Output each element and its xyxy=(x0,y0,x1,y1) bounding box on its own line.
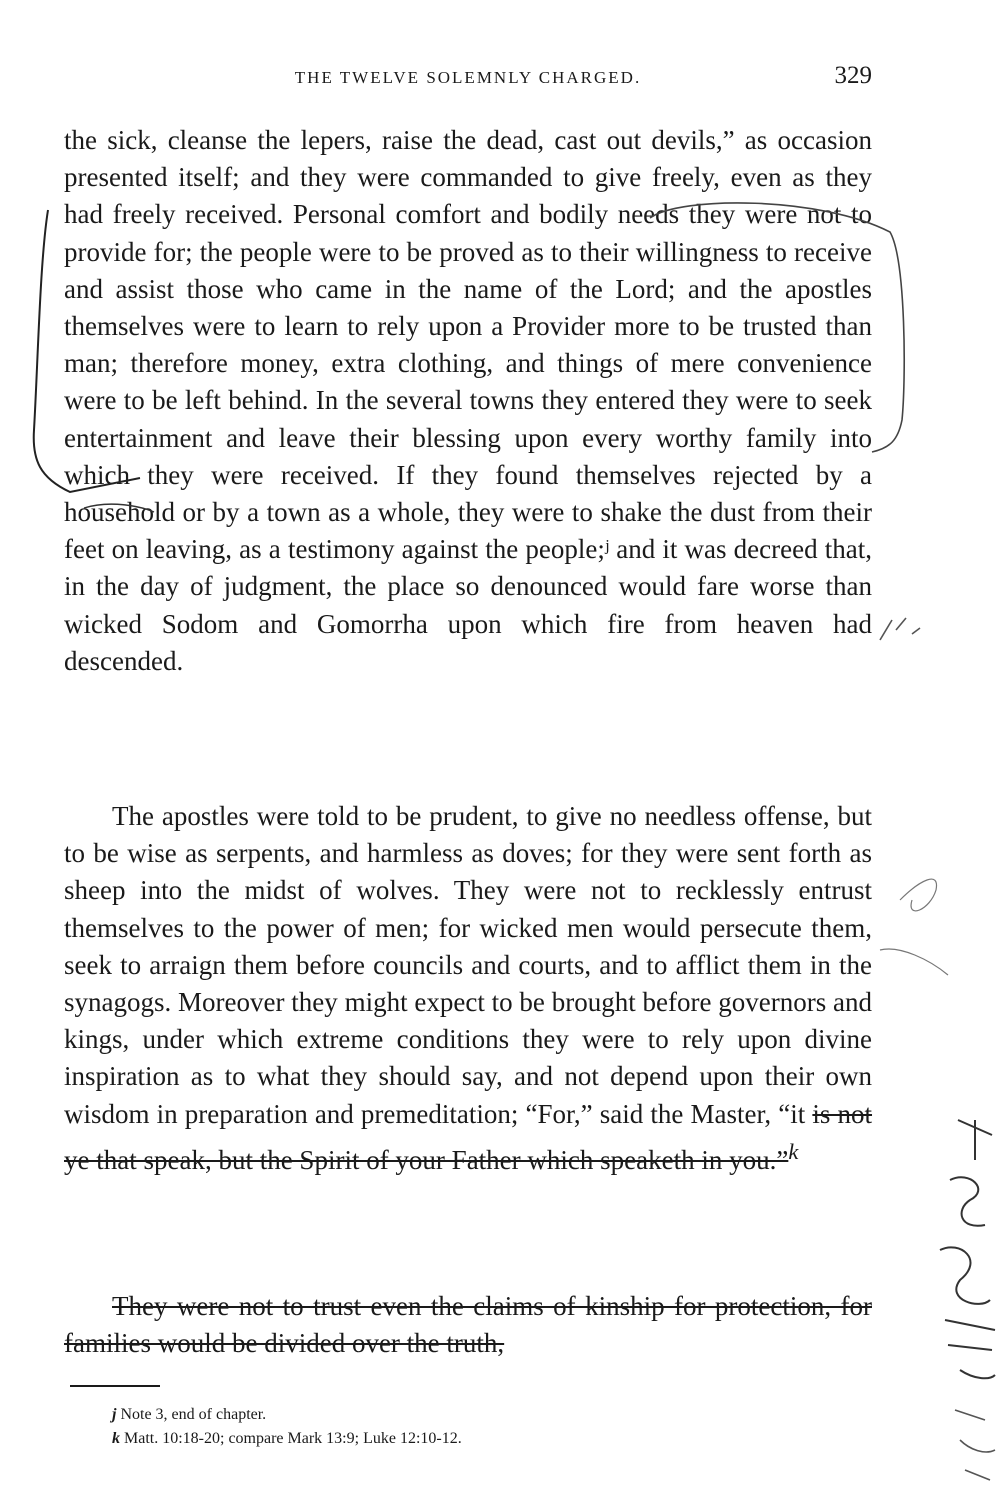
footnote-ref-k: k xyxy=(788,1138,799,1164)
paragraph-2-text: The apostles were told to be prudent, to give no needless offense, but to be wise as serpents, and harmless as doves; for they were sent forth as sheep into the midst of wolves. They were not to recklessly entrust themselves to the power of men; for wicked men would persecute them, seek to arraign them before councils and courts, and to afflict them in the synagogs. Moreover they might expect to be brought before governors and kings, under which extreme conditions they were to rely upon divine inspiration as to what they should say, and not depend upon their own wisdom in preparation and premeditation; “For,” said the Master, “it xyxy=(64,801,872,1129)
footnote-text: Matt. 10:18-20; compare Mark 13:9; Luke 12:10-12. xyxy=(124,1430,462,1447)
paragraph-1: the sick, cleanse the lepers, raise the dead, cast out devils,” as occasion presented itself; and they were commanded to give freely, even as they had freely received. Personal comfort and bodily needs they were not to provide for; the people were to be proved as to their willingness to receive and assist those who came in the name of the Lord; and the apostles themselves were to learn to rely upon a Provider more to be trusted than man; therefore money, extra clothing, and things of mere convenience were to be left behind. In the several towns they entered they were to seek entertainment and leave their blessing upon every worthy family into which they were received. If they found themselves rejected by a household or by a town as a whole, they were to shake the dust from their feet on leaving, as a testimony against the people;ʲ and it was decreed that, in the day of judgment, the place so denounced would fare worse than wicked Sodom and Gomorrha upon which fire from heaven had descended. xyxy=(64,125,872,676)
paragraph-3: They were not to trust even the claims of kinship for protection, for families would be divided over the truth, xyxy=(64,1291,872,1359)
running-title: THE TWELVE SOLEMNLY CHARGED. xyxy=(294,68,642,87)
footnote-mark: j xyxy=(112,1406,117,1423)
footnote-mark: k xyxy=(112,1430,120,1447)
struck-quote: is not ye that speak, but the Spirit of your Father which speaketh in you.” xyxy=(64,1098,873,1175)
footnote-text: Note 3, end of chapter. xyxy=(120,1406,267,1423)
page-number: 329 xyxy=(834,62,872,89)
